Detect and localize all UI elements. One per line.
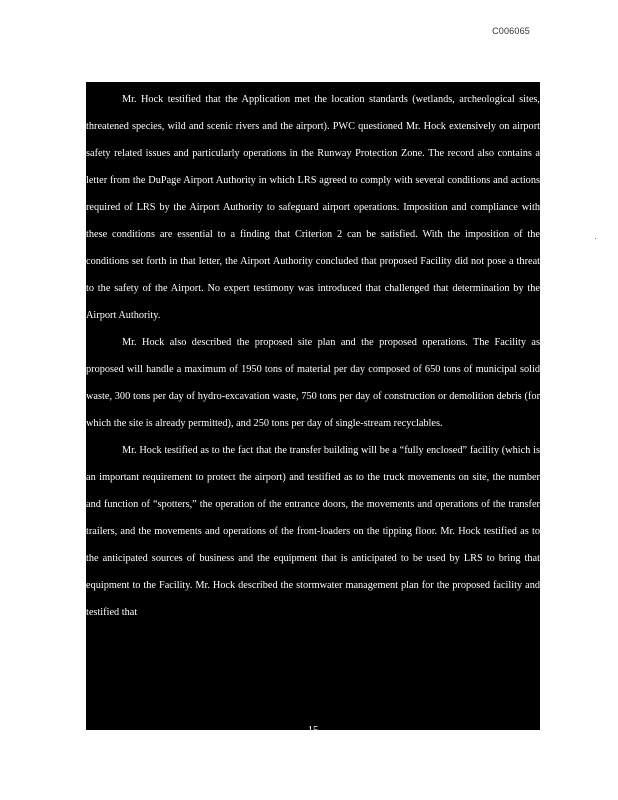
bates-number: C006065 [492,26,530,36]
paragraph: Mr. Hock testified that the Application met the location standards (wetlands, archeological sites, threatened species, wild and scenic rivers and the airport). PWC questioned Mr. Hock extensively on airport safety related issues and particularly operations in the Runway Protection Zone. The record also contains a letter from the DuPage Airport Authority in which LRS agreed to comply with several conditions and actions required of LRS by the Airport Authority to safeguard airport operations. Imposition and compliance with these conditions are essential to a finding that Criterion 2 can be satisfied. With the imposition of the conditions set forth in that letter, the Airport Authority concluded that proposed Facility did not pose a threat to the safety of the Airport. No expert testimony was introduced that challenged that determination by the Airport Authority. [86,94,540,321]
document-body [86,86,540,626]
paragraph: Mr. Hock testified as to the fact that the transfer building will be a “fully enclosed” facility (which is an important requirement to protect the airport) and testified as to the truck movements on site, the number and function of “spotters,” the operation of the entrance doors, the movements and operations of the transfer trailers, and the movements and operations of the front-loaders on the tipping floor. Mr. Hock testified as to the anticipated sources of business and the equipment that is anticipated to be used by LRS to bring that equipment to the Facility. Mr. Hock described the stormwater management plan for the proposed facility and testified that [86,445,540,618]
page-number: 15 [307,725,319,736]
paragraph: Mr. Hock also described the proposed site plan and the proposed operations. The Facility as proposed will handle a maximum of 1950 tons of material per day composed of 650 tons of municipal solid waste, 300 tons per day of hydro-excavation waste, 750 tons per day of construction or demolition debris (for which the site is already permitted), and 250 tons per day of single-stream recyclables. [86,337,540,429]
scan-speck [595,238,596,239]
document-page [86,82,540,736]
